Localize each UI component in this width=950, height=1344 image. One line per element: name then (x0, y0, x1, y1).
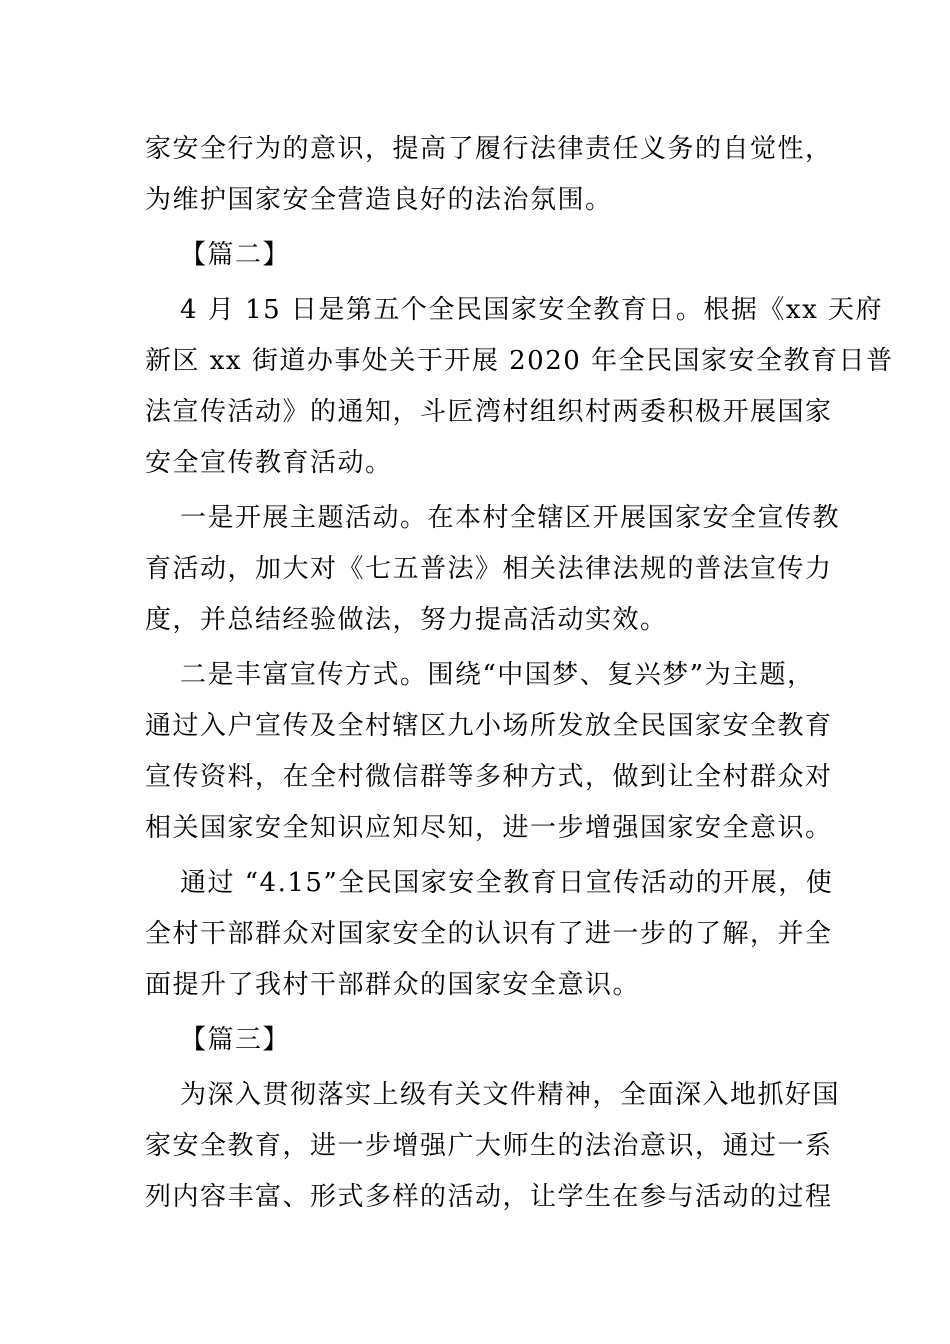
text-line: 全村干部群众对国家安全的认识有了进一步的了解，并全 (145, 919, 833, 949)
text-line: 列内容丰富、形式多样的活动，让学生在参与活动的过程 (145, 1182, 833, 1212)
paragraph-continuation (145, 124, 833, 226)
text-line: 一是开展主题活动。在本村全辖区开展国家安全宣传教 (180, 503, 841, 533)
text-line: 度，并总结经验做法，努力提高活动实效。 (145, 605, 668, 635)
text-line: 通过 “4.15”全民国家安全教育日宣传活动的开展，使 (180, 868, 834, 898)
text-line: 面提升了我村干部群众的国家安全意识。 (145, 970, 641, 1000)
paragraph-publicity-methods (145, 650, 833, 854)
text-line: 育活动，加大对《七五普法》相关法律法规的普法宣传力 (145, 554, 833, 584)
text-line: 为维护国家安全营造良好的法治氛围。 (145, 185, 613, 215)
paragraph-outcome (145, 858, 834, 1011)
document-body (145, 124, 894, 1227)
text-line: 家安全教育，进一步增强广大师生的法治意识，通过一系 (145, 1131, 833, 1161)
heading-text: 【篇三】 (180, 1025, 291, 1055)
section-heading-3 (145, 1015, 810, 1066)
text-line: 家安全行为的意识，提高了履行法律责任义务的自觉性， (145, 134, 833, 164)
text-line: 法宣传活动》的通知，斗匠湾村组织村两委积极开展国家 (145, 397, 833, 427)
text-line: 4 月 15 日是第五个全民国家安全教育日。根据《xx 天府 (180, 295, 884, 325)
text-line: 宣传资料，在全村微信群等多种方式，做到让全村群众对 (145, 762, 833, 792)
text-line: 相关国家安全知识应知尽知，进一步增强国家安全意识。 (145, 813, 833, 843)
text-line: 安全宣传教育活动。 (145, 448, 393, 478)
paragraph-theme-activity (145, 493, 841, 646)
text-line: 二是丰富宣传方式。围绕“中国梦、复兴梦”为主题， (180, 660, 815, 690)
text-line: 新区 xx 街道办事处关于开展 2020 年全民国家安全教育日普 (145, 346, 894, 376)
paragraph-section3-intro (145, 1070, 841, 1223)
section-heading-2 (145, 230, 810, 281)
paragraph-intro (145, 285, 894, 489)
text-line: 通过入户宣传及全村辖区九小场所发放全民国家安全教育 (145, 711, 833, 741)
heading-text: 【篇二】 (180, 240, 291, 270)
text-line: 为深入贯彻落实上级有关文件精神，全面深入地抓好国 (180, 1080, 841, 1110)
